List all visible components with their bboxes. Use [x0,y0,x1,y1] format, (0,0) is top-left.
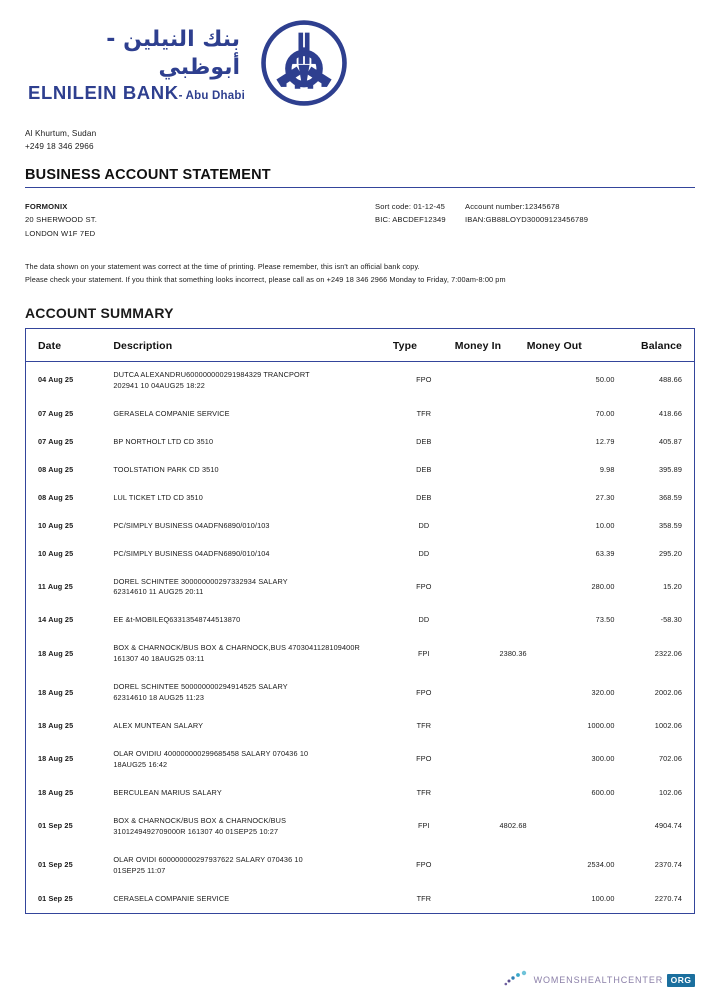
table-row [26,885,695,913]
customer-address-line2: LONDON W1F 7ED [25,228,96,238]
cell-type: FPO [416,581,432,591]
cell-date: 18 Aug 25 [38,787,74,797]
cell-description [113,568,393,607]
cell-date: 01 Sep 25 [38,821,73,831]
cell-date: 18 Aug 25 [38,721,74,731]
cell-money-out [527,807,615,846]
description-line-1: ALEX MUNTEAN SALARY [113,721,204,731]
statement-disclaimer [25,260,695,287]
bic-code: BIC: ABCDEF12349 [375,215,446,225]
bank-logo [258,17,350,114]
description-line-1: LUL TICKET LTD CD 3510 [113,492,203,502]
cell-money-out: 320.00 [591,687,615,697]
cell-money-in [455,540,527,568]
cell-money-out: 9.98 [599,464,615,474]
cell-type: DEB [416,436,432,446]
cell-money-in [455,779,527,807]
cell-money-out: 2534.00 [587,860,615,870]
cell-type: FPI [417,648,430,658]
bank-header [25,0,695,112]
cell-balance: 4904.74 [654,821,682,831]
cell-balance: 102.06 [658,787,682,797]
cell-balance: 368.59 [658,492,682,502]
cell-date: 08 Aug 25 [38,464,74,474]
cell-date: 01 Sep 25 [38,860,73,870]
table-header [26,328,695,361]
customer-address-line1: 20 SHERWOOD ST. [25,215,98,225]
cell-balance: 2322.06 [654,648,682,658]
table-row [26,807,695,846]
bank-name-latin-suffix: - Abu Dhabi [178,90,245,102]
cell-type: DD [418,548,430,558]
dots-decoration-icon [504,970,530,990]
cell-type: TFR [416,893,432,903]
table-row [26,540,695,568]
cell-money-in: 4802.68 [499,821,527,831]
cell-money-in [455,428,527,456]
cell-type: DD [418,615,430,625]
cell-balance: 1002.06 [654,721,682,731]
cell-money-out: 12.79 [595,436,615,446]
description-line-2: 202941 10 04AUG25 18:22 [113,380,205,390]
table-row [26,635,695,674]
cell-type: TFR [416,787,432,797]
cell-description [113,361,393,400]
column-header-type: Type [393,328,455,361]
cell-money-in [455,361,527,400]
table-row [26,568,695,607]
cell-money-out: 73.50 [595,615,615,625]
cell-money-out: 10.00 [595,520,615,530]
cell-description [113,607,393,635]
bank-address [25,128,695,153]
customer-name: FORMONIX [25,202,68,212]
cell-money-in [455,568,527,607]
cell-description [113,484,393,512]
table-row [26,361,695,400]
cell-description [113,741,393,780]
cell-money-out: 27.30 [595,492,615,502]
description-line-1: DOREL SCHINTEE 300000000297332934 SALARY [113,576,288,586]
cell-balance: 418.66 [658,408,682,418]
cell-date: 18 Aug 25 [38,687,74,697]
table-row [26,512,695,540]
disclaimer-line-2: Please check your statement. If you think that something looks incorrect, please call as on +249 18 346 2966 Monday to Friday, 7:00am-8:00 pm [25,275,506,285]
cell-money-out: 300.00 [591,754,615,764]
transactions-table [25,328,695,915]
cell-description [113,428,393,456]
cell-type: DD [418,520,430,530]
cell-description [113,635,393,674]
cell-date: 07 Aug 25 [38,408,74,418]
account-info-block [25,200,695,239]
cell-money-out: 63.39 [595,548,615,558]
cell-money-out: 50.00 [595,375,615,385]
cell-money-in [455,674,527,713]
page-title: BUSINESS ACCOUNT STATEMENT [25,167,271,184]
cell-balance: 295.20 [658,548,682,558]
cell-date: 10 Aug 25 [38,520,74,530]
cell-type: FPI [417,821,430,831]
description-line-1: EE &t-MOBILEQ63313548744513870 [113,615,241,625]
footer-watermark [504,970,695,990]
column-header-balance: Balance [615,328,695,361]
cell-date: 14 Aug 25 [38,615,74,625]
description-line-2: 3101249492709000R 161307 40 01SEP25 10:27 [113,826,279,836]
description-line-1: PC/SIMPLY BUSINESS 04ADFN6890/010/104 [113,548,270,558]
cell-date: 18 Aug 25 [38,648,74,658]
cell-money-in [455,484,527,512]
cell-balance: 395.89 [658,464,682,474]
cell-money-in [455,885,527,913]
cell-money-in [455,400,527,428]
cell-date: 07 Aug 25 [38,436,74,446]
cell-money-out: 280.00 [591,581,615,591]
cell-description [113,674,393,713]
cell-money-in [455,741,527,780]
cell-money-out: 600.00 [591,787,615,797]
column-header-money-out: Money Out [527,328,615,361]
table-row [26,674,695,713]
cell-balance: 15.20 [663,581,682,591]
bank-name-latin-main: ELNILEIN BANK [28,82,179,103]
customer-address [25,200,375,239]
cell-description [113,779,393,807]
bank-phone: +249 18 346 2966 [25,141,94,151]
description-line-1: OLAR OVIDI 600000000297937622 SALARY 070436 10 [113,854,303,864]
cell-description [113,400,393,428]
iban-code: IBAN:GB88LOYD30009123456789 [465,215,589,225]
account-identifiers [375,200,588,239]
cell-type: TFR [416,408,432,418]
title-divider [25,187,695,188]
bank-address-line: Al Khurtum, Sudan [25,129,97,138]
cell-description [113,512,393,540]
table-body [26,361,695,914]
description-line-1: BERCULEAN MARIUS SALARY [113,787,222,797]
cell-money-in: 2380.36 [499,648,527,658]
column-header-money-in: Money In [455,328,527,361]
bank-name-latin [28,82,245,104]
table-header-row [26,328,695,361]
account-row-bic [375,213,588,226]
cell-balance: 702.06 [658,754,682,764]
cell-money-in [455,846,527,885]
cell-balance: 488.66 [658,375,682,385]
cell-description [113,846,393,885]
table-row [26,713,695,741]
table-row [26,741,695,780]
cell-description [113,885,393,913]
cell-balance: 405.87 [658,436,682,446]
account-summary-title: ACCOUNT SUMMARY [25,304,174,321]
account-number: Account number:12345678 [465,202,560,212]
cell-description [113,456,393,484]
cell-balance: 358.59 [658,520,682,530]
description-line-2: 18AUG25 16:42 [113,759,168,769]
description-line-2: 62314610 11 AUG25 20:11 [113,587,204,597]
cell-money-in [455,456,527,484]
cell-description [113,713,393,741]
cell-balance: 2270.74 [654,893,682,903]
cell-money-out [527,635,615,674]
column-header-description: Description [113,328,393,361]
account-row-sortcode [375,200,588,213]
table-row [26,456,695,484]
footer-site-tld: ORG [667,974,695,987]
description-line-1: CERASELA COMPANIE SERVICE [113,893,230,903]
cell-balance: 2370.74 [654,860,682,870]
table-row [26,428,695,456]
cell-date: 04 Aug 25 [38,375,74,385]
bank-emblem-icon [258,17,350,109]
table-row [26,400,695,428]
cell-money-out: 70.00 [595,408,615,418]
cell-date: 01 Sep 25 [38,893,73,903]
column-header-date: Date [26,328,114,361]
description-line-1: BOX & CHARNOCK/BUS BOX & CHARNOCK,BUS 4703041128109400R [113,643,360,653]
description-line-1: BP NORTHOLT LTD CD 3510 [113,436,214,446]
description-line-2: 161307 40 18AUG25 03:11 [113,654,205,664]
cell-description [113,807,393,846]
cell-date: 18 Aug 25 [38,754,74,764]
cell-money-in [455,713,527,741]
description-line-1: GERASELA COMPANIE SERVICE [113,408,230,418]
description-line-2: 62314610 18 AUG25 11:23 [113,693,205,703]
cell-money-in [455,607,527,635]
cell-money-out: 100.00 [591,893,615,903]
cell-type: DEB [416,492,432,502]
description-line-1: TOOLSTATION PARK CD 3510 [113,464,219,474]
cell-money-in [455,512,527,540]
sort-code: Sort code: 01-12-45 [375,202,445,212]
table-row [26,846,695,885]
description-line-1: BOX & CHARNOCK/BUS BOX & CHARNOCK/BUS [113,815,287,825]
description-line-1: OLAR OVIDIU 400000000299685458 SALARY 070436 10 [113,749,309,759]
cell-type: FPO [416,687,432,697]
description-line-1: PC/SIMPLY BUSINESS 04ADFN6890/010/103 [113,520,270,530]
bank-wordmark [25,26,245,104]
bank-name-arabic: بنك النيلين - أبوظبي [106,27,240,80]
disclaimer-line-1: The data shown on your statement was correct at the time of printing. Please remember, this isn't an official bank copy. [25,261,420,271]
description-line-1: DUTCA ALEXANDRU600000000291984329 TRANCPORT [113,370,310,380]
cell-date: 10 Aug 25 [38,548,74,558]
cell-type: TFR [416,721,432,731]
cell-money-out: 1000.00 [587,721,615,731]
footer-site-name: WOMENSHEALTHCENTER [533,975,664,985]
table-row [26,607,695,635]
description-line-2: 01SEP25 11:07 [113,865,166,875]
table-row [26,484,695,512]
cell-balance: -58.30 [660,615,682,625]
cell-type: DEB [416,464,432,474]
cell-date: 08 Aug 25 [38,492,74,502]
cell-balance: 2002.06 [654,687,682,697]
cell-description [113,540,393,568]
cell-type: FPO [416,754,432,764]
cell-date: 11 Aug 25 [38,581,73,591]
description-line-1: DOREL SCHINTEE 500000000294914525 SALARY [113,682,288,692]
cell-type: FPO [416,860,432,870]
table-row [26,779,695,807]
cell-type: FPO [416,375,432,385]
